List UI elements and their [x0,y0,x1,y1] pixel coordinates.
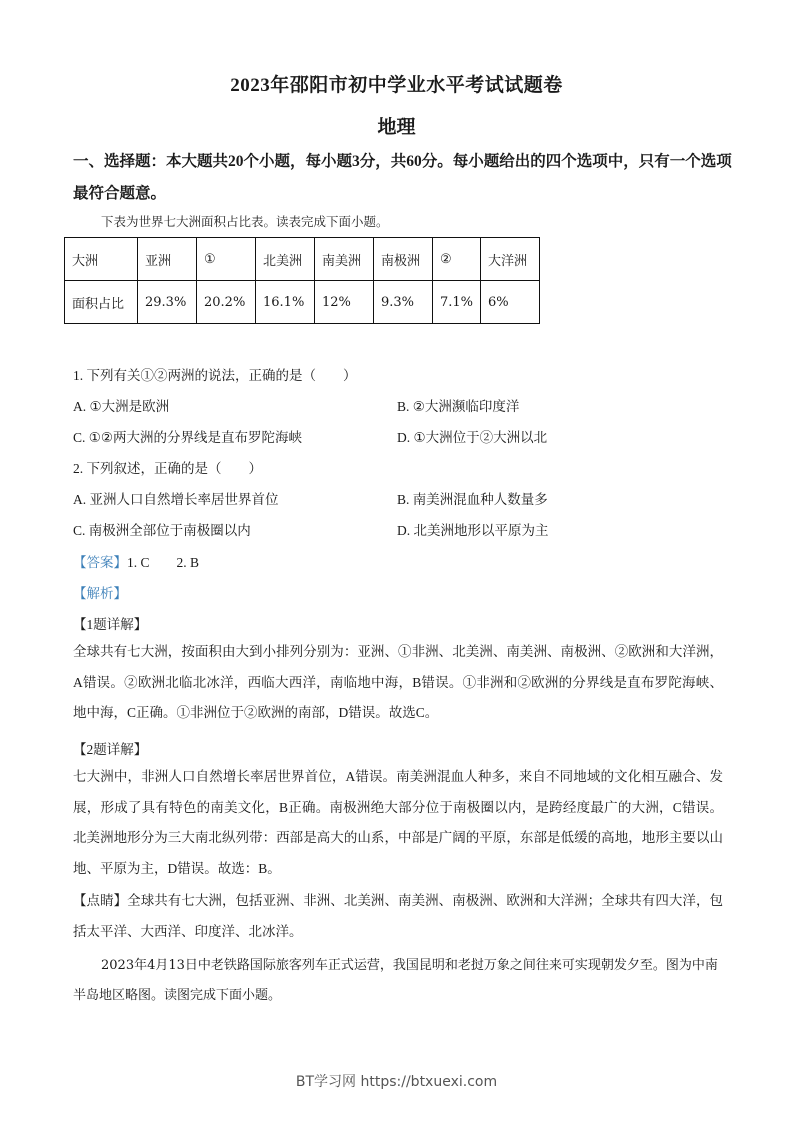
table-cell: 6% [481,281,540,324]
tip-text: 全球共有七大洲，包括亚洲、非洲、北美洲、南美洲、南极洲、欧洲和大洋洲；全球共有四大洋，包括太平洋、大西洋、印度洋、北冰洋。 [73,893,724,939]
answer-value: 1. C 2. B [127,555,200,570]
question-1-option-d: D. ①大洲位于②大洲以北 [397,430,548,445]
q2-detail-text: 七大洲中，非洲人口自然增长率居世界首位，A错误。南美洲混血人种多，来自不同地域的文化相互融合、发展，形成了具有特色的南美文化，B正确。南极洲绝大部分位于南极圈以内，是跨经度最广的大洲，C错误。北美洲地形分为三大南北纵列带：西部是高大的山系，中部是广阔的平原，东部是低缓的高地，地形主要以山地、平原为主，D错误。故选：B。 [73,769,723,876]
table-cell: 大洲 [65,238,138,281]
question-1-option-b: B. ②大洲濒临印度洋 [397,399,520,414]
analysis-label: 【解析】 [73,586,127,601]
table-cell: 7.1% [433,281,481,324]
question-1-stem: 1. 下列有关①②两洲的说法，正确的是（ ） [73,368,357,383]
table-cell: 亚洲 [138,238,197,281]
table-intro: 下表为世界七大洲面积占比表。读表完成下面小题。 [101,214,389,229]
table-cell: 20.2% [197,281,256,324]
table-cell: ① [197,238,256,281]
table-cell: 16.1% [256,281,315,324]
answer-line [73,551,199,571]
q1-detail-heading: 【1题详解】 [73,617,148,632]
question-2-option-b: B. 南美洲混血种人数量多 [397,492,548,507]
question-1-option-a: A. ①大洲是欧洲 [73,399,170,414]
next-question-intro: 2023年4月13日中老铁路国际旅客列车正式运营，我国昆明和老挝万象之间往来可实现朝发夕至。图为中南半岛地区略图。读图完成下面小题。 [73,958,718,1003]
question-2-option-d: D. 北美洲地形以平原为主 [397,523,549,538]
table-cell: 南极洲 [374,238,433,281]
footer-watermark: BT学习网 https://btxuexi.com [295,1074,498,1090]
q1-detail-text: 全球共有七大洲，按面积由大到小排列分别为：亚洲、①非洲、北美洲、南美洲、南极洲、②欧洲和大洋洲，A错误。②欧洲北临北冰洋，西临大西洋，南临地中海，B错误。①非洲和②欧洲的分界线是直布罗陀海峡、地中海，C正确。①非洲位于②欧洲的南部，D错误。故选C。 [73,644,723,720]
table-cell: 北美洲 [256,238,315,281]
table-cell: 12% [315,281,374,324]
tip-label: 【点睛】 [73,893,128,908]
q2-detail-heading: 【2题详解】 [73,742,148,757]
section-heading: 一、选择题：本大题共20个小题，每小题3分，共60分。每小题给出的四个选项中，只有一个选项最符合题意。 [73,153,732,202]
subject-title: 地理 [377,117,416,138]
tip-block [73,886,723,947]
table-header-row [65,238,540,281]
question-2-stem: 2. 下列叙述，正确的是（ ） [73,461,262,476]
table-data-row [65,281,540,324]
answer-label: 【答案】 [73,555,127,570]
question-1-option-c: C. ①②两大洲的分界线是直布罗陀海峡 [73,430,302,445]
table-cell: 南美洲 [315,238,374,281]
table-cell: 9.3% [374,281,433,324]
continent-area-table [64,237,540,324]
table-cell: ② [433,238,481,281]
question-2-option-c: C. 南极洲全部位于南极圈以内 [73,523,251,538]
table-cell: 29.3% [138,281,197,324]
exam-title: 2023年邵阳市初中学业水平考试试题卷 [230,75,563,96]
table-cell: 面积占比 [65,281,138,324]
table-cell: 大洋洲 [481,238,540,281]
question-2-option-a: A. 亚洲人口自然增长率居世界首位 [73,492,279,507]
